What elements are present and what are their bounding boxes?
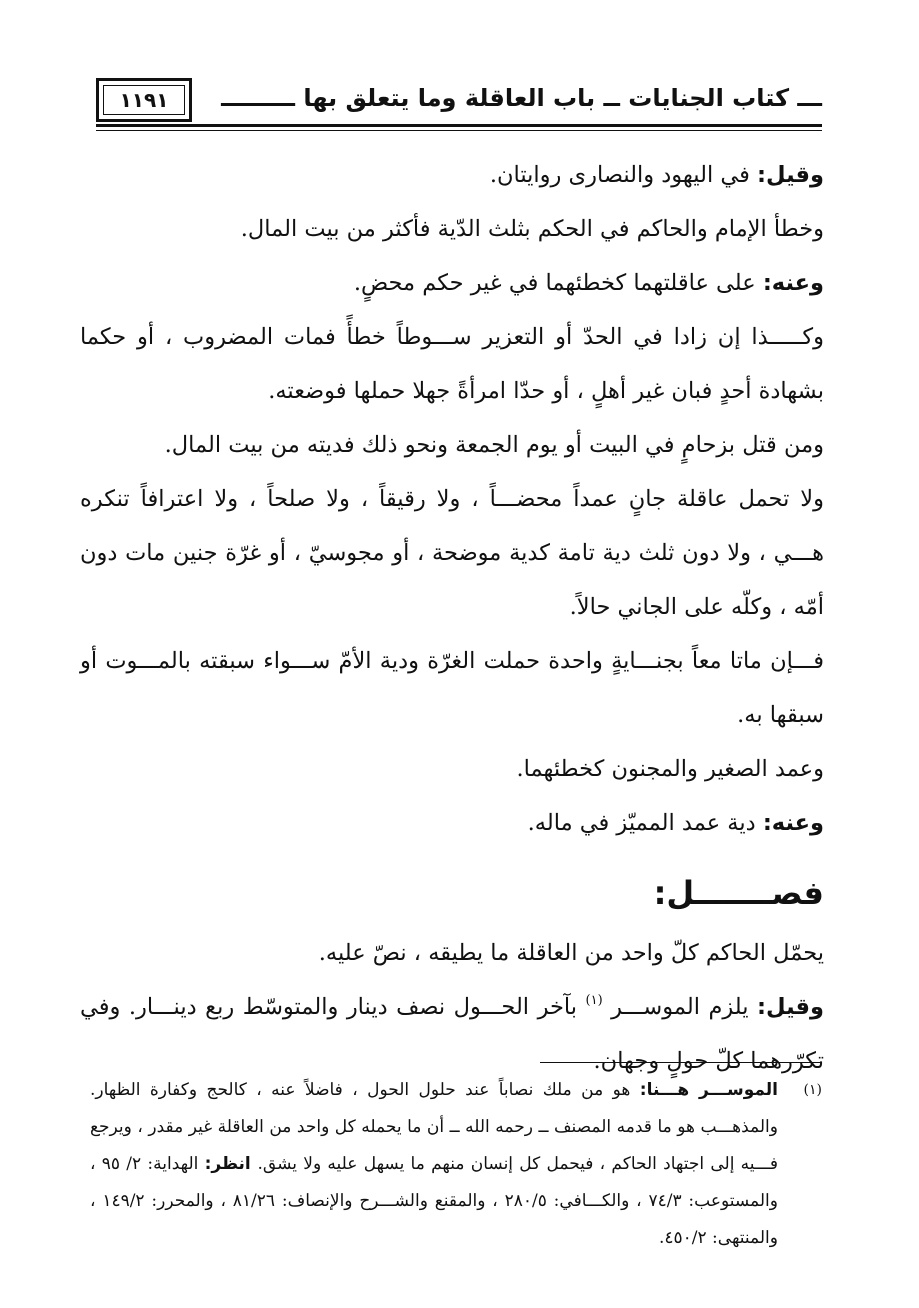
footnote-lead: الموســـر هـــنا: (639, 1080, 779, 1100)
header-rule (96, 124, 822, 127)
paragraph-lead: وعنه: (762, 810, 824, 836)
page-number-box (96, 78, 192, 122)
header-rule-thin (96, 130, 822, 131)
footnote-body: هو من ملك نصاباً عند حلول الحول ، فاضلاً عنه ، كالحج وكفارة الظهار. والمذهـــب هو ما قدمه المصنف ــ رحمه الله ــ أن ما يحمله كل واحد من العاقلة غير مقدر ، ويرجع فـــيه إلى اجتهاد الحاكم ، فيحمل كل إنسان منهم ما يسهل عليه ولا يشق. (90, 1080, 778, 1174)
paragraph-text: دية عمد المميّز في ماله. (527, 810, 763, 836)
paragraph-lead: وقيل: (757, 162, 824, 188)
paragraph-text: في اليهود والنصارى روايتان. (489, 162, 758, 188)
paragraph (80, 634, 824, 742)
paragraph-text: وكـــــذا إن زادا في الحدّ أو التعزير ســـوطاً خطأً فمات المضروب ، أو حكما بشهادة أحدٍ فبان غير أهلٍ ، أو حدّا امرأةً جهلا حملها فوضعته. (80, 324, 824, 404)
paragraph-lead: وعنه: (762, 270, 824, 296)
paragraph-text: يلزم الموســـر (602, 994, 758, 1020)
running-title: ـــ كتاب الجنايات ــ باب العاقلة وما يتعلق بها ـــــــــ (221, 84, 822, 112)
page-number: ١١٩١ (119, 88, 169, 112)
paragraph-lead: وقيل: (757, 994, 824, 1020)
footnote-ref-lead: انظر: (204, 1154, 258, 1174)
paragraph-text: بآخر الحـــول نصف دينار والمتوسّط ربع دينـــار. وفي تكرّرهما كلّ حولٍ وجهان. (80, 994, 824, 1074)
paragraph-text: فـــإن ماتا معاً بجنـــايةٍ واحدة حملت الغرّة ودية الأمّ ســـواء سبقته بالمـــوت أو سبقها به. (80, 648, 824, 728)
paragraph (80, 472, 824, 634)
footnote-divider (540, 1062, 822, 1063)
paragraph-text: ومن قتل بزحامٍ في البيت أو يوم الجمعة ونحو ذلك فديته من بيت المال. (164, 432, 824, 458)
paragraph (80, 310, 824, 418)
paragraph-text: على عاقلتهما كخطئهما في غير حكم محضٍ. (353, 270, 763, 296)
paragraph-text: يحمّل الحاكم كلّ واحد من العاقلة ما يطيقه ، نصّ عليه. (318, 940, 824, 966)
paragraph (80, 202, 824, 256)
footnote-number: (١) (803, 1082, 822, 1098)
paragraph (80, 796, 824, 850)
footnote-reference[interactable]: (١) (585, 993, 603, 1008)
paragraph-text: وخطأ الإمام والحاكم في الحكم بثلث الدّية فأكثر من بيت المال. (240, 216, 824, 242)
footnote-refs: الهداية: ٢/ ٩٥ ، والمستوعب: ٧٤/٣ ، والكـــافي: ٢٨٠/٥ ، والمقنع والشـــرح والإنصاف: ٨١/٢٦ ، والمحرر: ١٤٩/٢ ، والمنتهى: ٤٥٠/٢. (90, 1154, 778, 1248)
footnotes (90, 1072, 822, 1257)
paragraph (80, 926, 824, 980)
paragraph (80, 742, 824, 796)
paragraph (80, 148, 824, 202)
paragraph (80, 256, 824, 310)
section-heading: فصـــــــل: (653, 874, 824, 912)
paragraph-text: وعمد الصغير والمجنون كخطئهما. (516, 756, 824, 782)
footnote-text (90, 1072, 778, 1257)
page-header (96, 78, 822, 124)
main-text (80, 148, 824, 1088)
paragraph (80, 418, 824, 472)
paragraph-text: ولا تحمل عاقلة جانٍ عمداً محضـــاً ، ولا رقيقاً ، ولا صلحاً ، ولا اعترافاً تنكره هـــي ، ولا دون ثلث دية تامة كدية موضحة ، أو مجوسيّ ، أو غرّة جنين مات دون أمّه ، وكلّه على الجاني حالاً. (80, 486, 824, 620)
